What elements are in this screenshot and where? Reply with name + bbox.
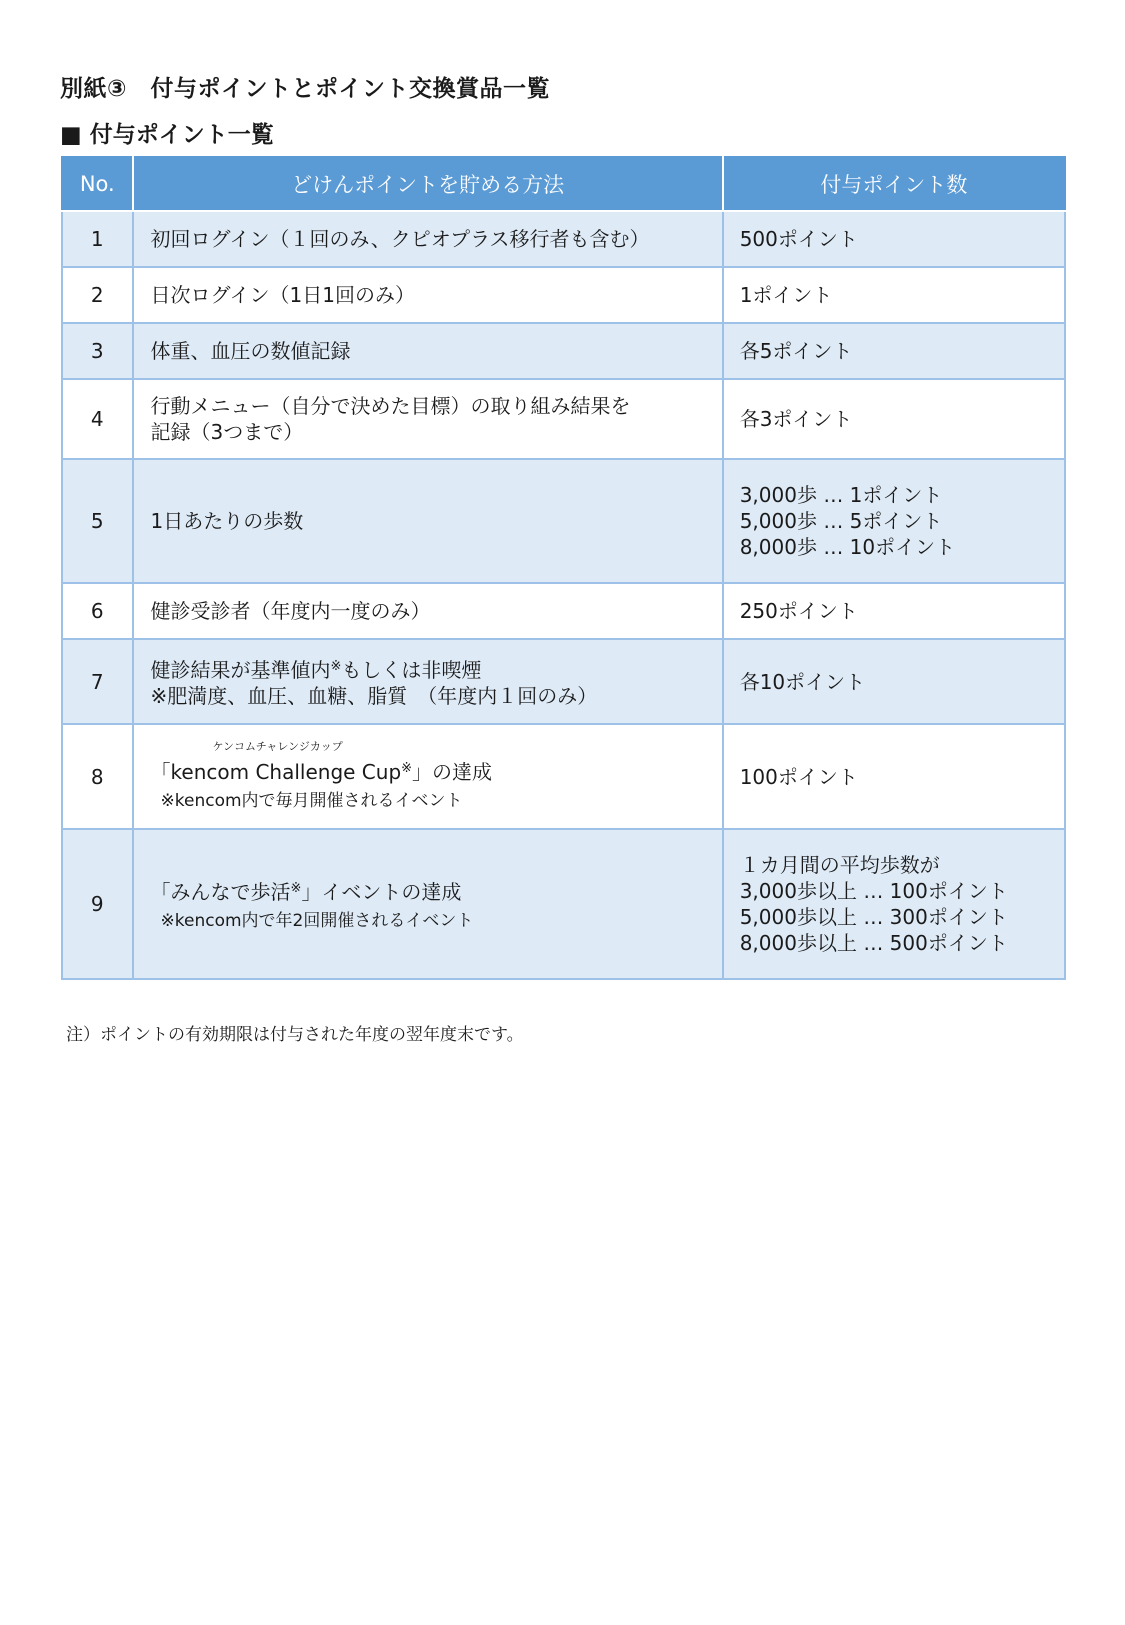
points-cell — [723, 323, 1065, 379]
page-title: 別紙③ 付与ポイントとポイント交換賞品一覧 — [60, 76, 550, 102]
method-cell — [133, 379, 723, 459]
ruby-reading: ケンコムチャレンジカップ — [212, 740, 343, 753]
method-note: ※kencom内で年2回開催されるイベント — [160, 910, 474, 931]
points-cell — [723, 829, 1065, 979]
table-row — [62, 267, 1065, 323]
points-text: 250ポイント — [739, 599, 858, 623]
method-tail: もしくは非喫煙 — [341, 658, 482, 682]
method-main: 「みんなで歩活 — [150, 879, 291, 904]
row-number: 2 — [62, 267, 133, 323]
method-text — [151, 876, 714, 905]
method-cell — [133, 267, 723, 323]
points-cell — [723, 211, 1065, 267]
points-text: 各5ポイント — [739, 339, 853, 363]
points-text: 1ポイント — [739, 283, 833, 307]
method-cell — [133, 829, 723, 979]
table-row — [62, 323, 1065, 379]
method-text: 体重、血圧の数値記録 — [150, 339, 351, 363]
row-number: 4 — [62, 379, 133, 459]
method-text — [151, 756, 714, 785]
header-method: どけんポイントを貯める方法 — [133, 157, 723, 211]
method-text: 記録（3つまで） — [150, 420, 304, 444]
method-text — [151, 654, 714, 683]
method-tail: 」イベントの達成 — [301, 879, 462, 904]
table-row — [62, 724, 1065, 829]
points-cell — [723, 267, 1065, 323]
row-number: 7 — [62, 639, 133, 724]
method-main: 「kencom Challenge Cup — [150, 760, 402, 784]
points-text: 各10ポイント — [739, 669, 866, 694]
points-text: 5,000歩 … 5ポイント — [739, 509, 943, 533]
method-cell — [133, 323, 723, 379]
method-cell — [133, 459, 723, 583]
points-text: 100ポイント — [739, 764, 858, 789]
method-cell — [133, 639, 723, 724]
points-table — [61, 156, 1066, 980]
method-cell — [133, 724, 723, 829]
row-number: 3 — [62, 323, 133, 379]
points-text: 3,000歩以上 … 100ポイント — [739, 879, 1008, 903]
method-main: 健診結果が基準値内 — [150, 658, 331, 682]
points-text: 3,000歩 … 1ポイント — [739, 483, 943, 507]
table-row — [62, 211, 1065, 267]
method-text: 健診受診者（年度内一度のみ） — [150, 599, 431, 623]
table-row — [62, 639, 1065, 724]
row-number: 1 — [62, 211, 133, 267]
points-cell — [723, 724, 1065, 829]
points-text: 各3ポイント — [739, 407, 853, 431]
method-text: 初回ログイン（１回のみ、クピオプラス移行者も含む） — [150, 227, 650, 251]
row-number: 6 — [62, 583, 133, 639]
section-title: ■ 付与ポイント一覧 — [60, 122, 274, 148]
row-number: 5 — [62, 459, 133, 583]
points-text: 8,000歩以上 … 500ポイント — [739, 931, 1008, 955]
points-text: 500ポイント — [739, 227, 858, 251]
points-text: １カ月間の平均歩数が — [739, 853, 940, 877]
points-cell — [723, 639, 1065, 724]
row-number: 9 — [62, 829, 133, 979]
table-row — [62, 459, 1065, 583]
method-cell — [133, 583, 723, 639]
table-row — [62, 379, 1065, 459]
points-cell — [723, 459, 1065, 583]
method-note: ※kencom内で毎月開催されるイベント — [160, 791, 463, 811]
note-mark: ※ — [330, 659, 342, 674]
method-tail: 」の達成 — [412, 760, 493, 784]
note-mark: ※ — [401, 761, 413, 776]
method-cell — [133, 211, 723, 267]
header-no: No. — [62, 157, 133, 211]
method-text: 日次ログイン（1日1回のみ） — [150, 283, 415, 307]
points-cell — [723, 379, 1065, 459]
header-points: 付与ポイント数 — [723, 157, 1065, 211]
method-text: ※肥満度、血圧、血糖、脂質 （年度内１回のみ） — [150, 684, 598, 708]
table-row — [62, 829, 1065, 979]
note-mark: ※ — [290, 880, 302, 896]
points-text: 8,000歩 … 10ポイント — [739, 535, 956, 559]
table-header-row — [62, 157, 1065, 211]
method-text: 1日あたりの歩数 — [150, 509, 304, 533]
row-number: 8 — [62, 724, 133, 829]
method-text: 行動メニュー（自分で決めた目標）の取り組み結果を — [150, 394, 631, 418]
points-cell — [723, 583, 1065, 639]
footnote: 注）ポイントの有効期限は付与された年度の翌年度末です。 — [66, 1025, 524, 1045]
table-row — [62, 583, 1065, 639]
points-text: 5,000歩以上 … 300ポイント — [739, 905, 1008, 929]
